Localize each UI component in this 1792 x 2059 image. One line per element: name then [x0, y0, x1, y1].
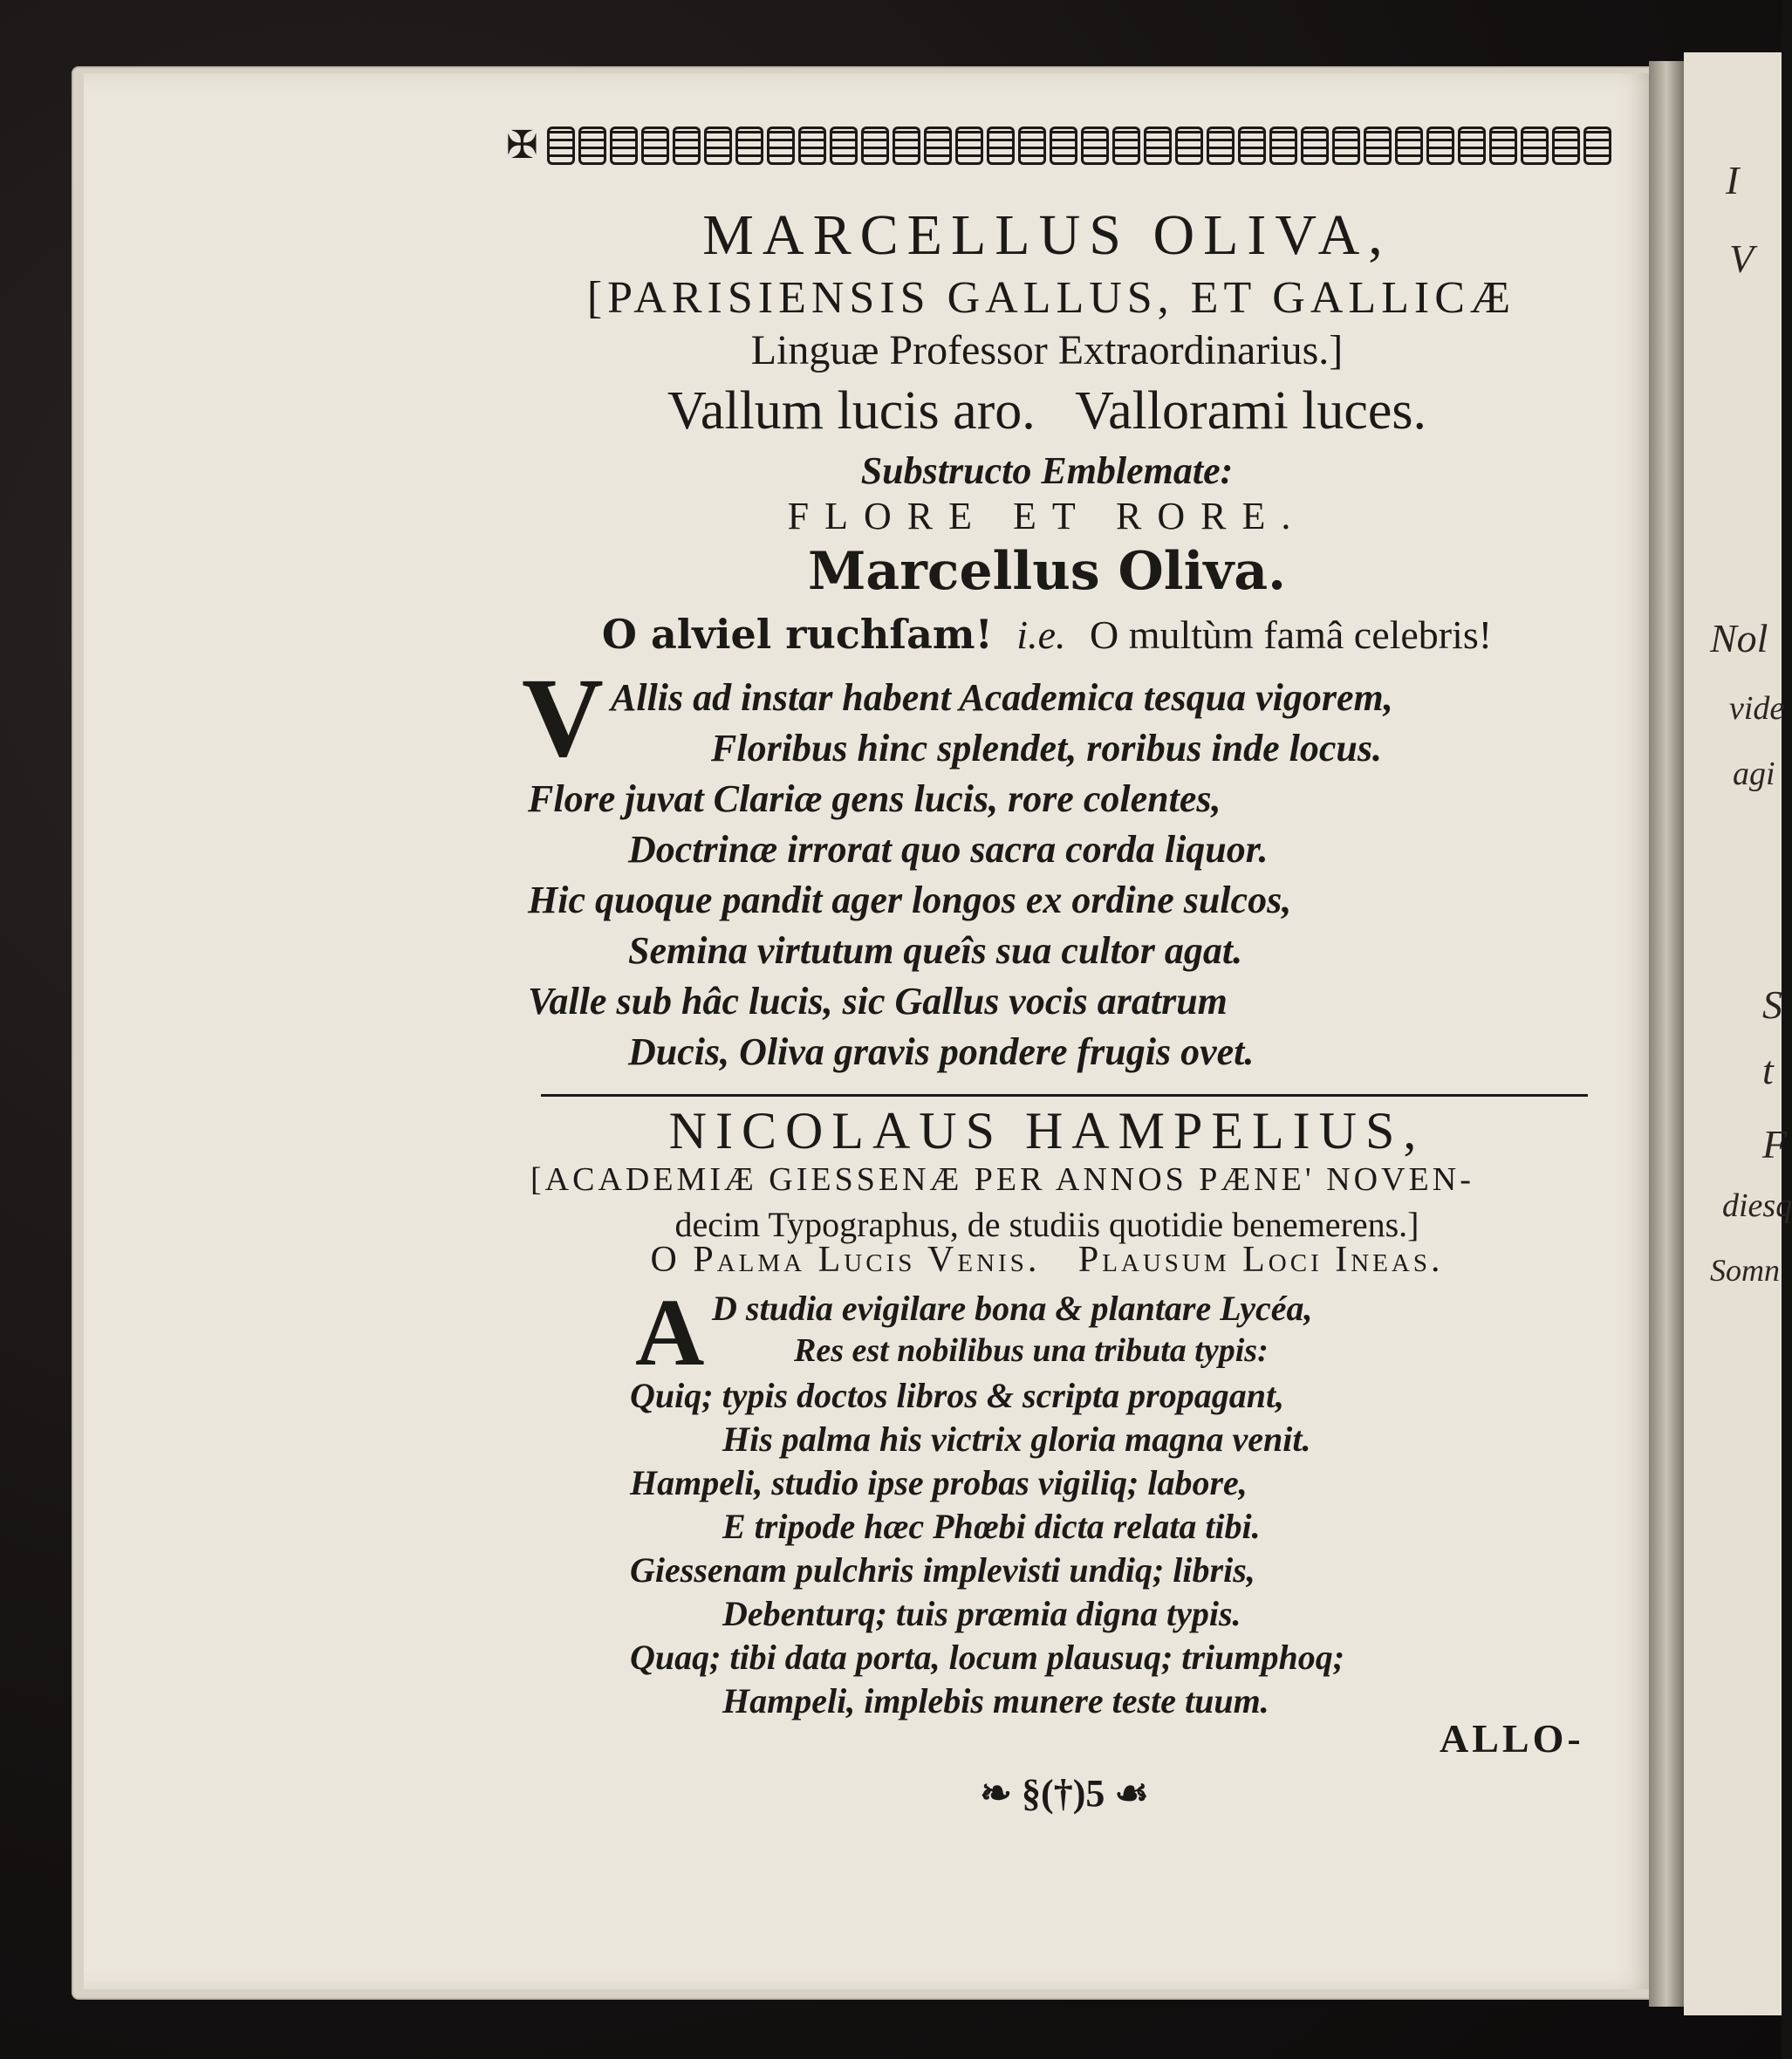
facing-fragment: agi — [1733, 756, 1775, 792]
facing-fragment: F — [1762, 1122, 1788, 1166]
poem1-line: Doctrinæ irrorat quo sacra corda liquor. — [628, 828, 1269, 871]
heading1-german-name: Marcellus Oliva. — [808, 541, 1286, 602]
poem1-line: Semina virtutum queîs sua cultor agat. — [628, 929, 1243, 972]
dropcap-v: V — [522, 655, 604, 781]
signature-mark — [960, 1771, 1169, 1816]
fleuron-icon: ❧ — [980, 1772, 1013, 1815]
facing-fragment: V — [1729, 236, 1754, 281]
poem2-line: D studia evigilare bona & plantare Lycéa, — [712, 1289, 1313, 1328]
catchword: ALLO- — [1440, 1716, 1584, 1761]
heading2-anagram: O Palma Lucis Venis. Plausum Loci Ineas. — [650, 1240, 1444, 1280]
facing-fragment: t — [1762, 1048, 1774, 1092]
section-divider-rule — [541, 1094, 1588, 1097]
poem1-line: Ducis, Oliva gravis pondere frugis ovet. — [628, 1030, 1255, 1073]
heading2-subtitle-line1: [ACADEMIÆ GIESSENÆ PER ANNOS PÆNE' NOVEN- — [530, 1161, 1474, 1198]
poem2-line: His palma his victrix gloria magna venit. — [722, 1419, 1311, 1459]
poem1-line: Allis ad instar habent Academica tesqua vigorem, — [611, 676, 1393, 719]
poem1-line: Valle sub hâc lucis, sic Gallus vocis aratrum — [528, 980, 1228, 1023]
poem2-line: Hampeli, studio ipse probas vigiliq; labore, — [630, 1463, 1248, 1502]
facing-fragment: Somn — [1710, 1253, 1780, 1288]
poem2-line: E tripode hæc Phœbi dicta relata tibi. — [722, 1507, 1261, 1546]
facing-fragment: vide — [1729, 690, 1785, 727]
fleuron-icon: ☙ — [1114, 1772, 1149, 1815]
poem1-line: Flore juvat Clariæ gens lucis, rore colentes, — [528, 777, 1221, 820]
heading1-motto: FLORE ET RORE. — [787, 495, 1307, 537]
heading1-subtitle-line1: [PARISIENSIS GALLUS, ET GALLICÆ — [586, 273, 1516, 323]
german-anagram-gloss: O multùm famâ celebris! — [1090, 612, 1493, 657]
poem2-line: Quaq; tibi data porta, locum plausuq; triumphoq; — [630, 1638, 1345, 1677]
heading-nicolaus-hampelius: NICOLAUS HAMPELIUS, — [668, 1102, 1426, 1159]
facing-fragment: Nol — [1710, 616, 1768, 660]
heading2-subtitle-line2: decim Typographus, de studiis quotidie benemerens.] — [674, 1205, 1419, 1244]
facing-fragment: I — [1726, 158, 1740, 202]
poem2-line: Giessenam pulchris implevisti undiq; libris, — [630, 1550, 1255, 1590]
facing-fragment: diesq — [1722, 1187, 1792, 1224]
heading1-emblem-line: Substructo Emblemate: — [860, 449, 1234, 492]
heading1-subtitle-line2: Linguæ Professor Extraordinarius.] — [750, 327, 1344, 373]
heading-marcellus-oliva: MARCELLUS OLIVA, — [702, 203, 1392, 267]
poem1-line: Hic quoque pandit ager longos ex ordine sulcos, — [528, 879, 1292, 921]
id-est: i.e. — [1016, 612, 1066, 657]
heading1-anagram: Vallum lucis aro. Vallorami luces. — [667, 381, 1427, 441]
poem2-line: Hampeli, implebis munere teste tuum. — [722, 1681, 1269, 1720]
dropcap-a: A — [635, 1279, 705, 1385]
poem2-line: Quiq; typis doctos libros & scripta propagant, — [630, 1376, 1285, 1415]
facing-page — [1684, 52, 1792, 2015]
heading1-german-anagram-line — [523, 611, 1570, 658]
book-gutter — [1649, 61, 1684, 2007]
german-anagram: O alviel ruchſam! — [601, 611, 993, 658]
facing-fragment: S — [1762, 982, 1782, 1027]
signature-text: §(†)5 — [1022, 1772, 1105, 1815]
fleuron-icon: ✠ — [506, 124, 538, 167]
printer-ornament-band — [506, 120, 1579, 171]
poem2-line: Res est nobilibus una tributa typis: — [794, 1332, 1269, 1369]
poem1-line: Floribus hinc splendet, roribus inde locus. — [711, 727, 1382, 770]
poem2-line: Debenturq; tuis præmia digna typis. — [722, 1594, 1241, 1633]
